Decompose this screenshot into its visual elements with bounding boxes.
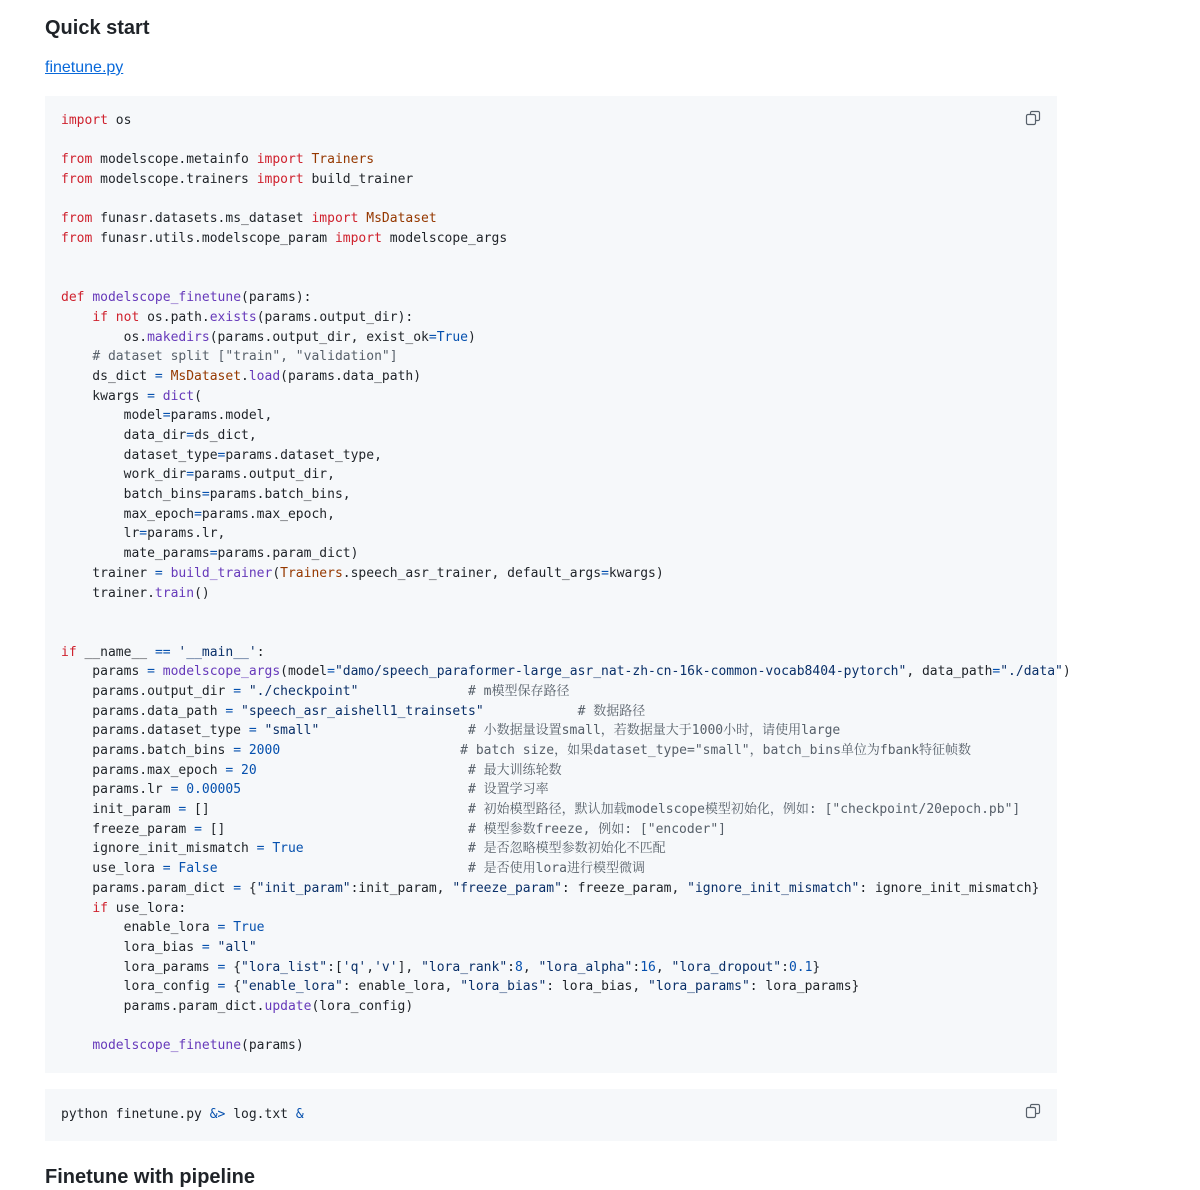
code-block-shell[interactable] xyxy=(45,1089,1057,1141)
code-block-finetune[interactable] xyxy=(45,96,1071,1073)
copy-button-shell[interactable] xyxy=(1023,1101,1043,1121)
code-content-shell[interactable]: python finetune.py &> log.txt & xyxy=(61,1107,304,1122)
code-content-finetune[interactable]: import os from modelscope.metainfo import Trainers from modelscope.trainers import build_trainer from funasr.datasets.ms_dataset import MsDataset from funasr.utils.modelscope_param import modelscope_args def modelscope_finetune(params): if not os.path.exists(params.output_dir): os.makedirs(params.output_dir, exist_ok=True) # dataset split ["train", "validation"] ds_dict = MsDataset.load(params.data_path) kwargs = dict( model=params.model, data_dir=ds_dict, dataset_type=params.dataset_type, work_dir=params.output_dir, batch_bins=params.batch_bins, max_epoch=params.max_epoch, lr=params.lr, mate_params=params.param_dict) trainer = build_trainer(Trainers.speech_asr_trainer, default_args=kwargs) trainer.train() if __name__ == '__main__': params = modelscope_args(model="damo/speech_paraformer-large_asr_nat-zh-cn-16k-common-vocab8404-pytorch", data_path="./data") params.output_dir = "./checkpoint" # m模型保存路径 params.data_path = "speech_asr_aishell1_trainsets" # 数据路径 params.dataset_type = "small" # 小数据量设置small，若数据量大于1000小时，请使用large params.batch_bins = 2000 # batch size，如果dataset_type="small"，batch_bins单位为fbank特征帧数 params.max_epoch = 20 # 最大训练轮数 params.lr = 0.00005 # 设置学习率 init_param = [] # 初始模型路径，默认加载modelscope模型初始化，例如: ["checkpoint/20epoch.pb"] freeze_param = [] # 模型参数freeze, 例如: ["encoder"] ignore_init_mismatch = True # 是否忽略模型参数初始化不匹配 use_lora = False # 是否使用lora进行模型微调 params.param_dict = {"init_param":init_param, "freeze_param": freeze_param, "ignore_init_mismatch": ignore_init_mismatch} if use_lora: enable_lora = True lora_bias = "all" lora_params = {"lora_list":['q','v'], "lora_rank":8, "lora_alpha":16, "lora_dropout":0.1} lora_config = {"enable_lora": enable_lora, "lora_bias": lora_bias, "lora_params": lora_params} params.param_dict.update(lora_config) modelscope_finetune(params) xyxy=(61,113,1071,1054)
copy-button-finetune[interactable] xyxy=(1023,108,1043,128)
next-section-title: Finetune with pipeline xyxy=(45,1166,255,1188)
copy-icon xyxy=(1025,1103,1041,1119)
finetune-file-link[interactable]: finetune.py xyxy=(45,59,124,76)
copy-icon xyxy=(1025,110,1041,126)
section-title: Quick start xyxy=(45,17,150,39)
